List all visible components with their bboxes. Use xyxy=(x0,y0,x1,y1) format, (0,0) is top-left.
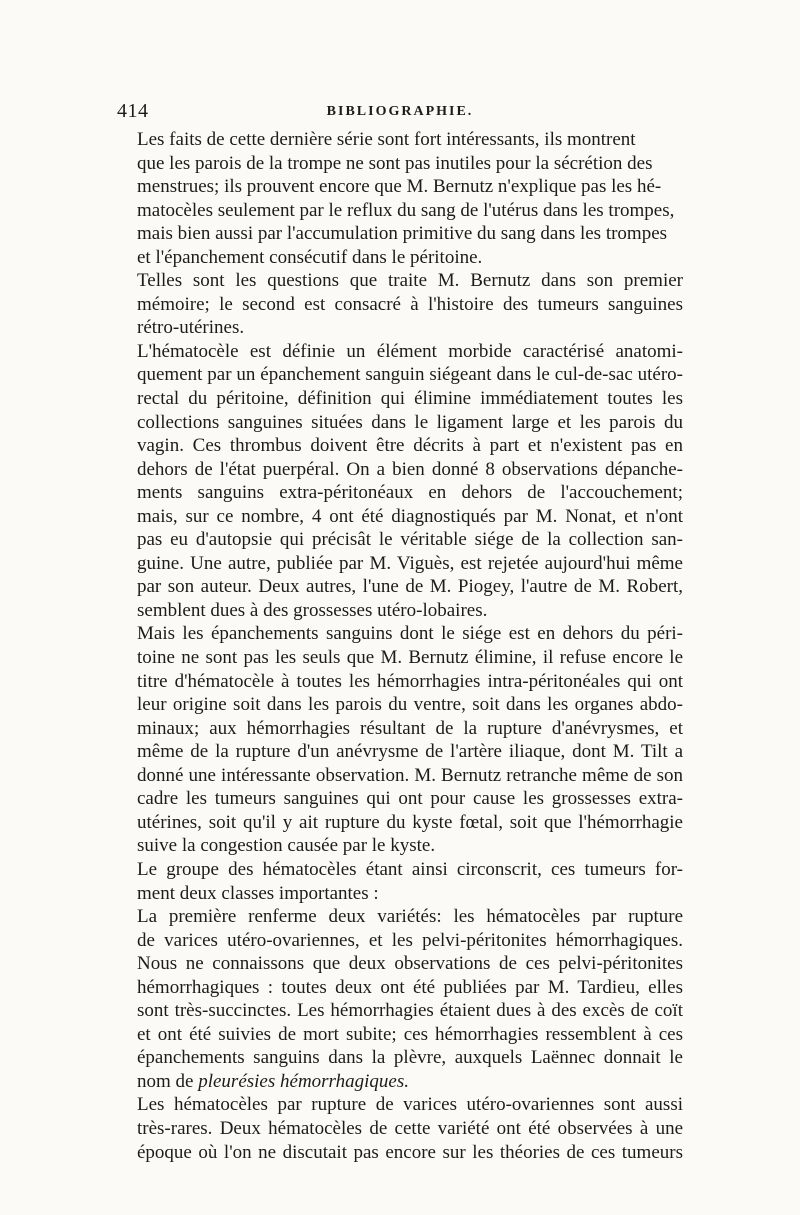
text-line: et ont été suivies de mort subite; ces hémorrhagies ressemblent à ces xyxy=(137,1023,683,1045)
text-line: semblent dues à des grossesses utéro-lobaires. xyxy=(137,599,488,621)
text-line: époque où l'on ne discutait pas encore sur les théories de ces tumeurs xyxy=(137,1141,683,1163)
text-line: très-rares. Deux hématocèles de cette variété ont été observées à une xyxy=(137,1117,683,1139)
text-line: Le groupe des hématocèles étant ainsi circonscrit, ces tumeurs for- xyxy=(137,858,683,880)
page-number: 414 xyxy=(117,100,149,122)
text-line: ment deux classes importantes : xyxy=(137,882,379,904)
text-line: guine. Une autre, publiée par M. Viguès, est rejetée aujourd'hui même xyxy=(137,552,683,574)
paragraph-5 xyxy=(117,858,683,905)
text-line: sont très-succinctes. Les hémorrhagies étaient dues à des excès de coït xyxy=(137,1000,683,1022)
text-line: même de la rupture d'un anévrysme de l'artère iliaque, dont M. Tilt a xyxy=(137,741,683,763)
text-line: pas eu d'autopsie qui précisât le véritable siége de la collection san- xyxy=(137,529,683,551)
text-line: hémorrhagiques : toutes deux ont été publiées par M. Tardieu, elles xyxy=(137,976,683,998)
text-line: vagin. Ces thrombus doivent être décrits à part et n'existent pas en xyxy=(137,435,683,457)
paragraph-7 xyxy=(117,1093,683,1164)
text-line: minaux; aux hémorrhagies résultant de la rupture d'anévrysmes, et xyxy=(137,717,683,739)
paragraph-2 xyxy=(117,269,683,340)
text-line: et l'épanchement consécutif dans le péritoine. xyxy=(137,246,483,268)
text-line: menstrues; ils prouvent encore que M. Bernutz n'explique pas les hé- xyxy=(137,176,662,198)
text-line: suive la congestion causée par le kyste. xyxy=(137,835,436,857)
italic-term: pleurésies hémorrhagiques. xyxy=(198,1070,409,1092)
text-line: dehors de l'état puerpéral. On a bien donné 8 observations dépanche- xyxy=(137,458,683,480)
text-line: Les faits de cette dernière série sont fort intéressants, ils montrent xyxy=(137,129,636,150)
text-line: titre d'hématocèle à toutes les hémorrhagies intra-péritonéales qui ont xyxy=(137,670,683,692)
text-line-final xyxy=(117,1070,683,1094)
text-line: mémoire; le second est consacré à l'histoire des tumeurs sanguines xyxy=(137,293,683,315)
text-line: cadre les tumeurs sanguines qui ont pour cause les grossesses extra- xyxy=(137,788,683,810)
text-line: matocèles seulement par le reflux du sang de l'utérus dans les trompes, xyxy=(137,199,675,221)
paragraph-3 xyxy=(117,340,683,623)
text-run: nom de xyxy=(137,1070,199,1092)
text-line: leur origine soit dans les parois du ventre, soit dans les organes abdo- xyxy=(137,694,683,716)
text-line: par son auteur. Deux autres, l'une de M. Piogey, l'autre de M. Robert, xyxy=(137,576,683,598)
text-line: donné une intéressante observation. M. Bernutz retranche même de son xyxy=(137,764,683,786)
text-line: ments sanguins extra-péritonéaux en dehors de l'accouchement; xyxy=(137,482,683,504)
text-line: collections sanguines situées dans le ligament large et les parois du xyxy=(137,411,683,433)
paragraph-4 xyxy=(117,622,683,857)
text-line: L'hématocèle est définie un élément morbide caractérisé anatomi- xyxy=(137,340,683,362)
body-text xyxy=(117,128,683,1164)
text-line: de varices utéro-ovariennes, et les pelvi-péritonites hémorrhagiques. xyxy=(137,929,683,951)
text-line: mais, sur ce nombre, 4 ont été diagnostiqués par M. Nonat, et n'ont xyxy=(137,505,683,527)
text-line: toine ne sont pas les seuls que M. Bernutz élimine, il refuse encore le xyxy=(137,647,683,669)
paragraph-6 xyxy=(117,905,683,1093)
paragraph-1 xyxy=(117,128,683,269)
text-line: quement par un épanchement sanguin siégeant dans le cul-de-sac utéro- xyxy=(137,364,683,386)
text-line: Mais les épanchements sanguins dont le siége est en dehors du péri- xyxy=(137,623,683,645)
text-line: rétro-utérines. xyxy=(137,317,245,339)
text-line: que les parois de la trompe ne sont pas inutiles pour la sécrétion des xyxy=(137,152,653,174)
text-line: Nous ne connaissons que deux observations de ces pelvi-péritonites xyxy=(137,953,683,975)
text-line: rectal du péritoine, définition qui élimine immédiatement toutes les xyxy=(137,388,683,410)
running-head: BIBLIOGRAPHIE. xyxy=(326,104,474,119)
page-header xyxy=(117,100,683,126)
text-line: Les hématocèles par rupture de varices utéro-ovariennes sont aussi xyxy=(137,1094,683,1116)
text-line: Telles sont les questions que traite M. Bernutz dans son premier xyxy=(137,270,683,292)
text-line: utérines, soit qu'il y ait rupture du kyste fœtal, soit que l'hémorrhagie xyxy=(137,811,683,833)
text-line: épanchements sanguins dans la plèvre, auxquels Laënnec donnait le xyxy=(137,1047,683,1069)
text-line: La première renferme deux variétés: les hématocèles par rupture xyxy=(137,906,683,928)
text-line: mais bien aussi par l'accumulation primitive du sang dans les trompes xyxy=(137,223,668,245)
